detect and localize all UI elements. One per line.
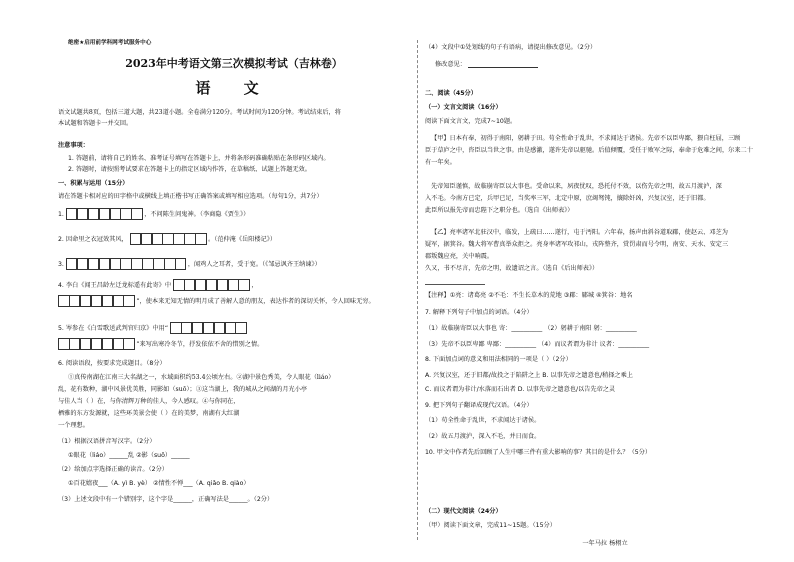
q2-text: 2. 因命里之衣冠效其风，: [58, 235, 128, 243]
q5-grid-b[interactable]: [58, 338, 134, 350]
section1-instruction: 请在答题卡相对应的田字格中或横线上填正楷书写正确答案或填写相应选项。（每句1分，共7分）: [58, 193, 323, 200]
q5-grid-a[interactable]: [170, 322, 246, 334]
q4-text: 4. 李白《闻王昌龄左迁龙标遥有此寄》中: [58, 281, 172, 289]
notice-2: 2. 答题时，请按照考试要求在答题卡上的指定区域内作答，在草稿纸、试题上答题无效。: [68, 166, 311, 173]
q4: [58, 279, 258, 291]
q5: [58, 322, 246, 334]
yi-line2: 疑军，据箕谷。魏大将军曹真举众拒之。亮身率诸军攻祁山，戎阵整齐，赏罚肃而号令明，南安、天水、安定三: [425, 241, 729, 248]
q2: [58, 233, 276, 245]
q4-line2: [58, 295, 375, 307]
q3: [58, 258, 321, 270]
q10: 10. 甲文中作者先后回顾了人生中哪三件有重大影响的事？其目的是什么？（5分）: [425, 449, 652, 456]
essay-title: 一年马拉 杨栩立: [582, 540, 628, 547]
part2b-heading: （二）现代文阅读（24分）: [425, 508, 502, 515]
q4-line2-text: ”，使本来无知无情的明月成了善解人意的朋友，表达作者的深切关怀，令人回味无穷。: [136, 297, 375, 305]
passage-line5: 一个理想。: [58, 422, 89, 429]
q-fix-answer[interactable]: [435, 61, 538, 68]
yi-line3: 郡叛魏应亮，关中响震。: [425, 253, 494, 260]
q5-line2-text: ”来写出寒冷冬节，抒发依依不舍的惜别之情。: [136, 340, 264, 348]
q6: 6. 阅读语段，按要求完成题目。（8分）: [58, 360, 166, 367]
q9: 9. 把下列句子翻译成现代汉语。（4分）: [425, 402, 533, 409]
yi-line4: 久又，书不尽言，先帝之明，故遗诏之言。（选自《后出师表》）: [425, 265, 599, 272]
q3-tail: ，闻鸡人之耳者，受于宽。（《邹忌讽齐王纳谏》）: [187, 260, 321, 268]
q2-grid[interactable]: [130, 233, 206, 245]
q9-a: （1）苟全性命于乱世，不求闻达于诸侯。: [425, 417, 541, 424]
passage-line4: 栖雅的东方发源就，这些环美景会使（ ）在的美梦，南湖有大红湖: [58, 410, 240, 417]
passage-line1: ①真传南湖在江南三大名湖之一，水域面积约53.4公顷左右。②湖中景色秀美，令人眼花（liáo）: [68, 374, 335, 381]
q9-b: （2）故五月渡泸，深入不毛，并日而食。: [425, 433, 541, 440]
part2b-instruction: （甲）阅读下面文章，完成11~15题。（15分）: [425, 522, 556, 529]
q3-grid[interactable]: [66, 258, 186, 270]
q4-grid-a[interactable]: [173, 279, 249, 291]
q7-row1[interactable]: （1）故临崩寄臣以大事也 寄：__________ （2）躬耕于南阳 躬：__________: [425, 325, 637, 332]
q7-row2[interactable]: （3）先帝不以臣卑鄙 卑鄙：__________ （4）而议者谓为非计 议者：__________: [425, 341, 650, 348]
sub-q3: （3）上述文段中有一个错别字，这个字是______，正确写法是______。（2分）: [58, 496, 274, 503]
passage-line3: 与佳人当（ ）在，与你清辉万种的佳人，今人感叹。④与你同在，: [58, 398, 240, 405]
q-fix-label: 修改意见：: [435, 61, 466, 68]
q4-grid-b[interactable]: [58, 295, 134, 307]
q8-options-cd[interactable]: C. 而议者谓为非计/水落而石出者 D. 以事先帝之遗意也/以告先帝之灵: [425, 386, 616, 393]
section1-heading: 一、积累与运用（15分）: [58, 180, 129, 187]
notes-rule: [425, 284, 485, 285]
q1-num: 1.: [58, 210, 64, 218]
q5-line2: [58, 338, 263, 350]
jia-line6: 此臣所以报先帝而忠陛下之职分也。（选自《出师表》）: [425, 207, 574, 214]
q3-num: 3.: [58, 260, 64, 268]
exam-title: 2023年中考语文第三次模拟考试（吉林卷）: [125, 57, 343, 70]
intro-line1: 语文试题共8页，包括三道大题，共23道小题。全卷满分120分。考试时间为120分钟。考试结束后，将: [58, 109, 341, 116]
intro-line2: 本试题和答题卡一并交回。: [58, 120, 133, 127]
notes: 【注释】①亮：诸葛亮 ②不毛：不生长草木的荒地 ③郿：郿城 ④箕谷：地名: [425, 292, 633, 299]
q8-options-ab[interactable]: A. 兴复汉室，还于旧都/故投之于陷阱之上 B. 以事先帝之遗意也/稍择之乘上: [425, 372, 633, 379]
notice-1: 1. 答题前，请将自己的姓名、准考证号填写在答题卡上，并将条形码准确粘贴在条形码区域内。: [68, 155, 330, 162]
sub-q1-answer[interactable]: ①眼花（liáo）______乱 ②影（suō）______: [68, 452, 190, 459]
passage-line2: 乱，花有数种，湖中风景优美胜，同影如（suō）；③这当湖上，我的城从之间湖的月光小亭: [58, 386, 308, 393]
jia-line5: 入不毛。今南方已定，兵甲已足，当奖率三军，北定中原，庶竭驽钝，攘除奸凶，兴复汉室，还于旧都。: [425, 195, 710, 202]
q5-text: 5. 岑参在《白雪歌送武判官归京》中用“: [58, 324, 169, 332]
notice-title: 注意事项：: [58, 142, 89, 149]
q-fix-blank[interactable]: [468, 67, 538, 68]
part2a-instruction: 阅读下面文言文，完成7~10题。: [425, 118, 517, 125]
yi-line1: 【乙】亮率诸军北驻汉中，临发，上疏曰……遂行，屯于沔阳。六年春，扬声由斜谷道取郿，使赵云、邓芝为: [431, 229, 728, 236]
jia-line2: 臣于草庐之中，咨臣以当世之事。由是感激，遂许先帝以驱驰。后值倾覆，受任于败军之际，奉命于危难之间，尔来二十: [425, 147, 753, 154]
jia-line1: 【甲】日本有奉，初得于南阳，躬耕于田。苟全性命于乱世，不求闻达于诸侯。先帝不以臣卑鄙，猥自枉屈，三顾: [431, 135, 741, 142]
sub-q1: （1）根据汉语拼音写汉字。（2分）: [58, 438, 156, 445]
jia-line4: 先帝知臣谨慎，故临崩寄臣以大事也。受命以来，夙夜忧叹，恐托付不效，以伤先帝之明，故五月渡泸，深: [431, 183, 722, 190]
q8: 8. 下面加点词的意义和用法相同的一项是（ ）（2分）: [425, 356, 572, 363]
q1-tail: ，不问陈生问鬼神。（李商隐《贾生》）: [144, 210, 250, 218]
q4-tail: ，: [251, 281, 258, 289]
subject-title: 语 文: [195, 79, 273, 97]
sub-q2-answer[interactable]: ①百花嬉夜___（A. yì B. yè） ②情性不惮___（A. qiǎo B. qiào）: [68, 480, 250, 487]
q2-tail: 。（范仲淹《岳阳楼记》）: [208, 235, 277, 243]
column-divider: [417, 40, 418, 540]
watermark: 绝密★启用前学科网考试服务中心: [68, 40, 152, 46]
q1: [58, 208, 249, 220]
jia-line3: 有一年矣。: [425, 159, 456, 166]
part2-heading: 二、阅读（45分）: [425, 90, 477, 97]
q7: 7. 解释下列句子中加点的词语。（4分）: [425, 309, 533, 316]
q1-grid[interactable]: [66, 208, 142, 220]
q-fix: （4）文段中①处划线的句子有语病，请提出修改意见。（2分）: [425, 44, 597, 51]
sub-q2: （2）给加点字选择正确的读音。（2分）: [58, 466, 168, 473]
part2a-heading: （一）文言文阅读（16分）: [425, 104, 502, 111]
